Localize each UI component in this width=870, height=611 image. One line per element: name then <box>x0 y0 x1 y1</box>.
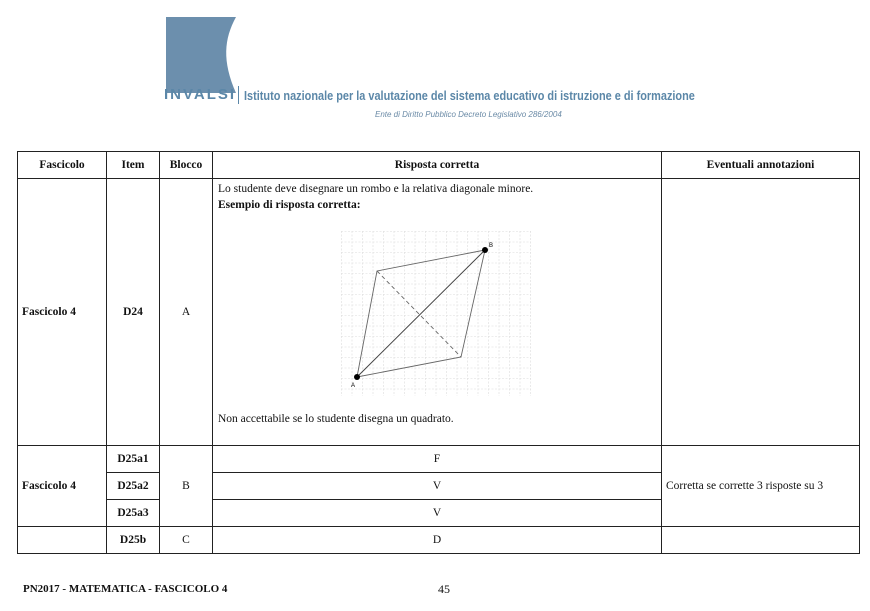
cell-blocco: B <box>160 446 213 527</box>
answers-table <box>17 151 860 554</box>
table-row <box>18 179 860 446</box>
header-fascicolo: Fascicolo <box>18 152 107 179</box>
header-blocco: Blocco <box>160 152 213 179</box>
risposta-note: Non accettabile se lo studente disegna un quadrato. <box>218 413 454 425</box>
header-risposta: Risposta corretta <box>213 152 662 179</box>
point-b-label: B <box>489 243 494 249</box>
table-row <box>18 446 860 473</box>
cell-item: D25a1 <box>107 446 160 473</box>
cell-item: D25a3 <box>107 500 160 527</box>
point-a <box>354 374 360 380</box>
point-a-label: A <box>351 383 356 389</box>
cell-risposta: V <box>213 500 662 527</box>
table-row <box>18 527 860 554</box>
cell-fascicolo: Fascicolo 4 <box>18 179 107 446</box>
cell-risposta: V <box>213 473 662 500</box>
diagonal-major <box>357 250 485 377</box>
cell-item: D24 <box>107 179 160 446</box>
grid-lines <box>341 231 531 396</box>
cell-blocco: A <box>160 179 213 446</box>
cell-fascicolo <box>18 527 107 554</box>
cell-item: D25b <box>107 527 160 554</box>
point-b <box>482 247 488 253</box>
invalsi-logo-icon <box>166 17 236 93</box>
rhombus-figure <box>341 231 531 396</box>
logo-name: INVALSI <box>164 86 237 103</box>
footer-title: PN2017 - MATEMATICA - FASCICOLO 4 <box>23 583 228 595</box>
institute-subtitle: Ente di Diritto Pubblico Decreto Legislativo 286/2004 <box>375 110 562 119</box>
cell-blocco: C <box>160 527 213 554</box>
header-annotazioni: Eventuali annotazioni <box>662 152 860 179</box>
risposta-example-label: Esempio di risposta corretta: <box>218 199 361 211</box>
risposta-instruction: Lo studente deve disegnare un rombo e la relativa diagonale minore. <box>218 183 534 195</box>
cell-annotazioni: Corretta se corrette 3 risposte su 3 <box>662 446 860 527</box>
cell-risposta: F <box>213 446 662 473</box>
cell-fascicolo: Fascicolo 4 <box>18 446 107 527</box>
cell-risposta: D <box>213 527 662 554</box>
cell-annotazioni <box>662 527 860 554</box>
institute-name: Istituto nazionale per la valutazione del sistema educativo di istruzione e di formazione <box>244 88 695 103</box>
cell-risposta <box>213 179 662 446</box>
logo-separator <box>238 86 239 104</box>
header-item: Item <box>107 152 160 179</box>
page-number: 45 <box>438 582 450 596</box>
cell-annotazioni <box>662 179 860 446</box>
table-header-row <box>18 152 860 179</box>
cell-item: D25a2 <box>107 473 160 500</box>
